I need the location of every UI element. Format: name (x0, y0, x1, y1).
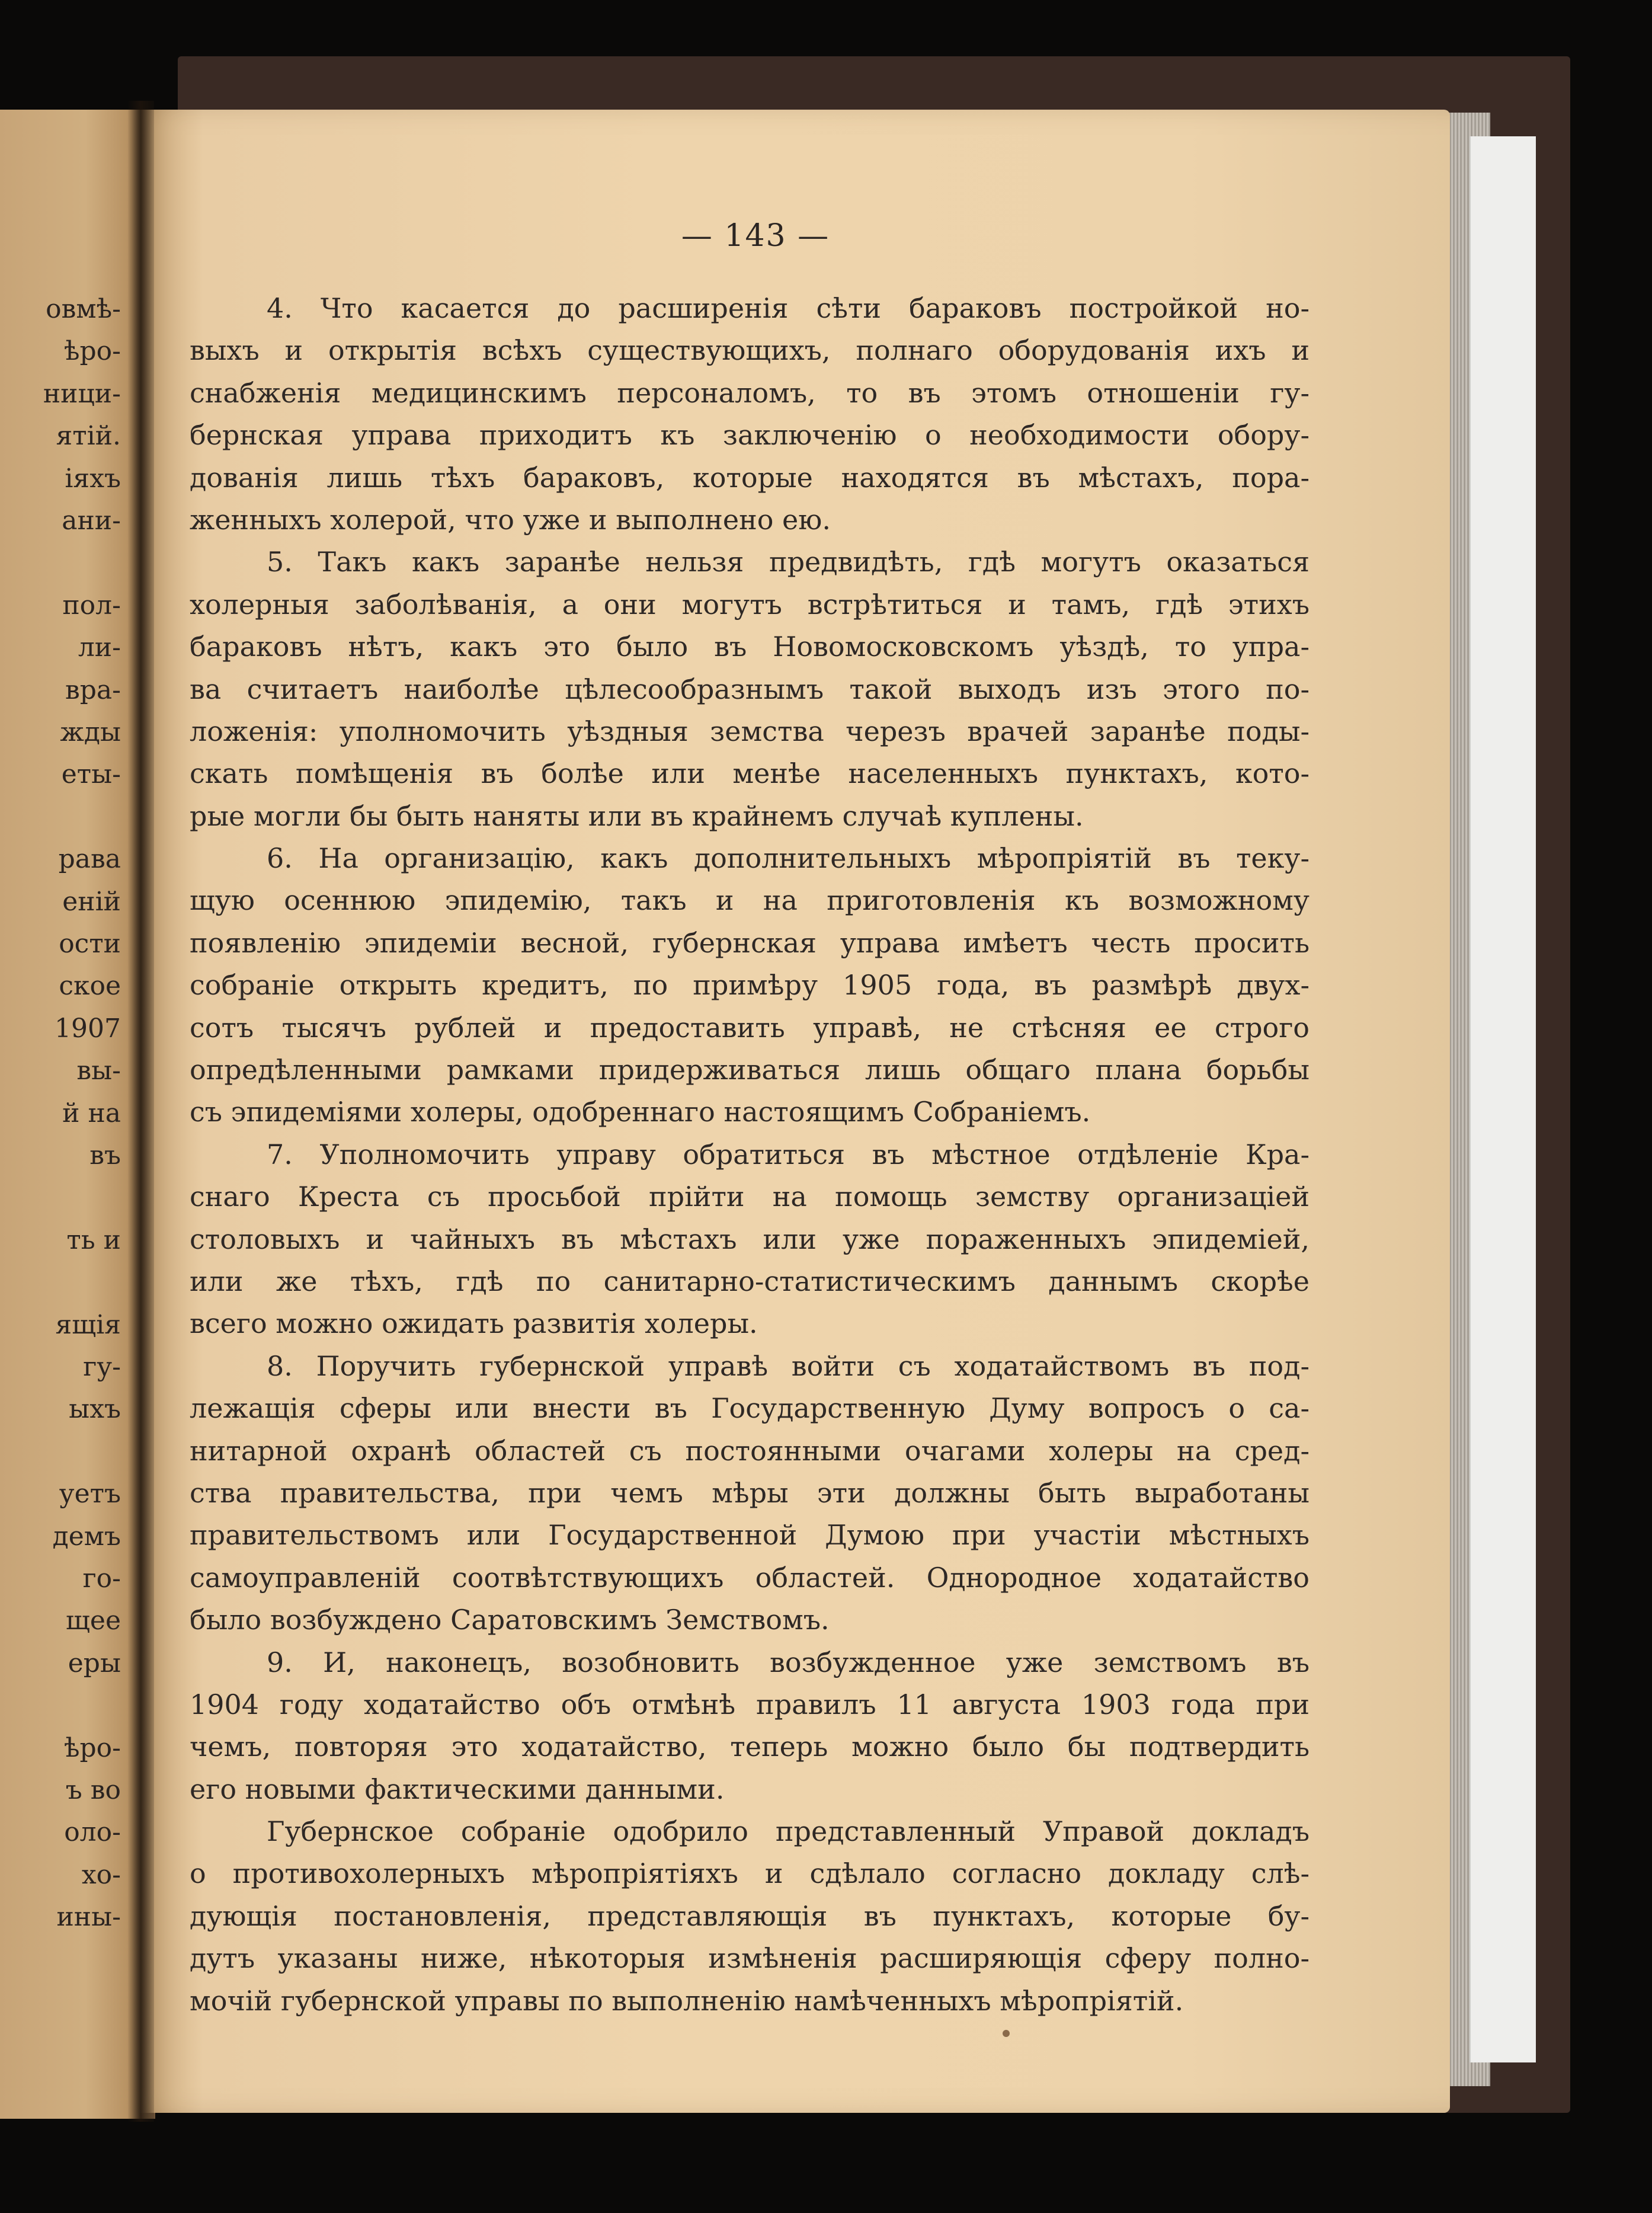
text-line: сотъ тысячъ рублей и предоставить управѣ, не стѣсняя ее строго (190, 1011, 1310, 1044)
left-page-fragment: ѣро- (63, 1732, 121, 1763)
text-line: щую осеннюю эпидемію, такъ и на приготовленія къ возможному (190, 884, 1310, 917)
text-line: Губернское собраніе одобрило представленный Управой докладъ (267, 1815, 1310, 1848)
left-page-fragment: го- (82, 1563, 121, 1594)
text-line: появленію эпидеміи весной, губернская управа имѣетъ честь просить (190, 926, 1310, 959)
text-line: 1904 году ходатайство объ отмѣнѣ правилъ 11 августа 1903 года при (190, 1688, 1310, 1720)
text-line: 9. И, наконецъ, возобновить возбужденное уже земствомъ въ (267, 1646, 1310, 1678)
text-line: рые могли бы быть наняты или въ крайнемъ случаѣ куплены. (190, 800, 1084, 832)
text-line: дованія лишь тѣхъ бараковъ, которые находятся въ мѣстахъ, пора- (190, 461, 1310, 494)
left-page-fragment: й на (62, 1098, 121, 1128)
left-page-fragment: 1907 (55, 1013, 121, 1044)
left-page-fragment: щее (66, 1606, 121, 1636)
text-line: снабженія медицинскимъ персоналомъ, то въ этомъ отношеніи гу- (190, 376, 1310, 409)
left-page-fragment: ское (59, 971, 121, 1002)
left-page-fragment: еты- (61, 759, 121, 790)
text-line: выхъ и открытія всѣхъ существующихъ, полнаго оборудованія ихъ и (190, 334, 1310, 367)
left-page-fragment: ѣро- (63, 336, 121, 367)
text-line: самоуправленій соотвѣтствующихъ областей. Однородное ходатайство (190, 1561, 1310, 1594)
left-page-fragment: пол- (62, 590, 121, 621)
left-page-fragment: еній (62, 886, 121, 917)
left-page-fragment: гу- (83, 1352, 121, 1382)
left-page-fragment: вра- (65, 674, 121, 705)
left-page-fragment: демъ (52, 1521, 121, 1552)
book-gutter (127, 101, 154, 2122)
left-page-fragment: ани- (62, 506, 121, 536)
left-page-fragment: ници- (43, 378, 121, 409)
text-line: снаго Креста съ просьбой прійти на помощь земству организаціей (190, 1181, 1310, 1213)
text-line: женныхъ холерой, что уже и выполнено ею. (190, 503, 831, 536)
left-page-fragment: овмѣ- (46, 294, 121, 324)
ink-spot (1003, 2030, 1010, 2037)
text-line: бараковъ нѣтъ, какъ это было въ Новомосковскомъ уѣздѣ, то упра- (190, 631, 1310, 663)
text-line: 6. На организацію, какъ дополнительныхъ мѣропріятій въ теку- (267, 842, 1310, 875)
text-line: мочій губернской управы по выполненію намѣченныхъ мѣропріятій. (190, 1984, 1184, 2017)
text-line: съ эпидеміями холеры, одобреннаго настоящимъ Собраніемъ. (190, 1096, 1091, 1128)
left-page-fragment: ятій. (56, 421, 121, 452)
left-page-fragment: ящія (55, 1309, 121, 1340)
text-line: было возбуждено Саратовскимъ Земствомъ. (190, 1604, 830, 1636)
text-line: или же тѣхъ, гдѣ по санитарно-статистическимъ даннымъ скорѣе (190, 1265, 1310, 1297)
text-line: дутъ указаны ниже, нѣкоторыя измѣненія расширяющія сферу полно- (190, 1942, 1310, 1975)
text-line: 4. Что касается до расширенія сѣти бараковъ постройкой но- (267, 292, 1310, 324)
text-line: 8. Поручить губернской управѣ войти съ ходатайствомъ въ под- (267, 1349, 1310, 1382)
text-line: 5. Такъ какъ заранѣе нельзя предвидѣть, гдѣ могутъ оказаться (267, 546, 1310, 578)
left-page-fragment: рава (58, 844, 121, 875)
text-line: собраніе открыть кредитъ, по примѣру 1905 года, въ размѣрѣ двух- (190, 969, 1310, 1002)
text-line: чемъ, повторяя это ходатайство, теперь можно было бы подтвердить (190, 1731, 1310, 1763)
text-line: бернская управа приходитъ къ заключенію о необходимости обору- (190, 419, 1310, 452)
text-line: лежащія сферы или внести въ Государственную Думу вопросъ о са- (190, 1392, 1310, 1425)
text-line: 7. Уполномочить управу обратиться въ мѣстное отдѣленіе Кра- (267, 1138, 1310, 1171)
left-page-fragment: хо- (81, 1859, 121, 1890)
left-page-fragment: ли- (78, 632, 121, 663)
left-page-fragment: еры (68, 1648, 121, 1678)
text-line: столовыхъ и чайныхъ въ мѣстахъ или уже пораженныхъ эпидеміей, (190, 1223, 1310, 1255)
left-page-fragment: въ (89, 1140, 121, 1171)
left-page-fragment: жды (60, 717, 121, 747)
left-page-fragment: уетъ (59, 1479, 121, 1510)
left-page-fragment: ть и (66, 1224, 121, 1255)
text-line: ства правительства, при чемъ мѣры эти должны быть выработаны (190, 1476, 1310, 1509)
text-line: его новыми фактическими данными. (190, 1773, 725, 1805)
left-page-fragment: іяхъ (65, 463, 121, 494)
left-page-fragment: оло- (64, 1817, 121, 1848)
text-line: всего можно ожидать развитія холеры. (190, 1307, 758, 1340)
text-line: ложенія: уполномочить уѣздныя земства черезъ врачей заранѣе поды- (190, 715, 1310, 747)
text-line: дующія постановленія, представляющія въ пунктахъ, которые бу- (190, 1899, 1310, 1932)
left-page-fragment: ости (59, 929, 121, 959)
page-number: — 143 — (681, 218, 830, 254)
white-backing-sheet (1469, 136, 1536, 2062)
text-line: ва считаетъ наиболѣе цѣлесообразнымъ такой выходъ изъ этого по- (190, 673, 1310, 705)
text-line: скать помѣщенія въ болѣе или менѣе населенныхъ пунктахъ, кото- (190, 757, 1310, 790)
text-line: холерныя заболѣванія, а они могутъ встрѣтиться и тамъ, гдѣ этихъ (190, 588, 1310, 621)
left-page-fragment: ъ во (65, 1775, 121, 1805)
left-page-fragment: вы- (76, 1056, 121, 1086)
left-page-fragment: ины- (56, 1902, 121, 1933)
text-line: нитарной охранѣ областей съ постоянными очагами холеры на сред- (190, 1434, 1310, 1467)
page-body-text (190, 287, 1310, 2022)
text-line: опредѣленными рамками придерживаться лишь общаго плана борьбы (190, 1054, 1310, 1086)
text-line: правительствомъ или Государственной Думою при участіи мѣстныхъ (190, 1519, 1310, 1552)
left-page-fragment: ыхъ (69, 1394, 121, 1425)
text-line: о противохолерныхъ мѣропріятіяхъ и сдѣлало согласно докладу слѣ- (190, 1857, 1310, 1890)
